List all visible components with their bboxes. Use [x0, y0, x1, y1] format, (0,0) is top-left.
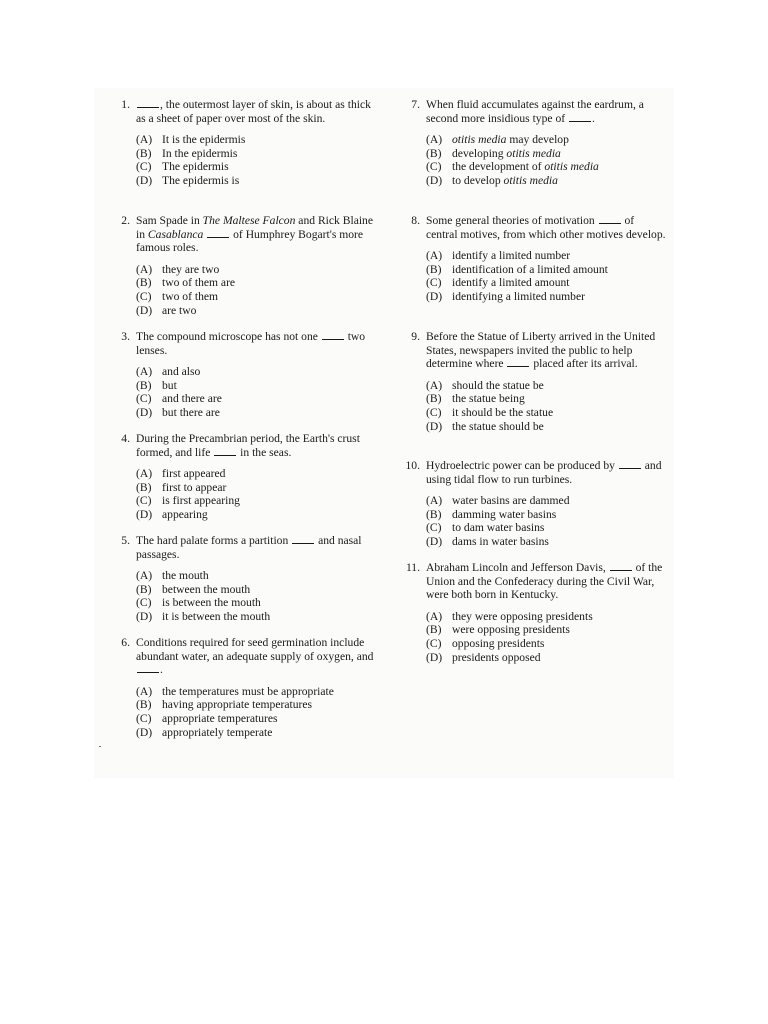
option-text-part: dams in water basins	[452, 534, 549, 548]
answer-option	[136, 304, 380, 318]
option-text-part: otitis media	[503, 173, 558, 187]
answer-options	[110, 133, 380, 187]
option-text-part: opposing presidents	[452, 636, 545, 650]
option-text	[162, 290, 218, 304]
option-text-part: but there are	[162, 405, 220, 419]
option-text-part: they were opposing presidents	[452, 609, 593, 623]
option-text	[452, 174, 558, 188]
option-letter: (C)	[136, 160, 152, 174]
question-header	[110, 98, 380, 125]
option-letter: (A)	[426, 249, 443, 263]
stem-text: The Maltese Falcon	[202, 214, 296, 227]
option-text-part: is first appearing	[162, 494, 240, 508]
question-number: 2.	[121, 214, 130, 227]
option-text	[162, 583, 250, 597]
option-text	[162, 406, 220, 420]
question-header	[110, 330, 380, 357]
answer-option	[136, 569, 380, 583]
question-11	[400, 561, 668, 664]
option-text	[452, 610, 593, 624]
option-text	[452, 637, 544, 651]
option-letter: (D)	[426, 289, 443, 303]
answer-option	[426, 651, 668, 665]
stem-text: , the outermost layer of skin, is about as thick as a sheet of paper over most of the skin.	[136, 98, 371, 125]
answer-option	[426, 174, 668, 188]
stem-text: of central motives, from which other motives develop.	[426, 214, 666, 241]
question-stem	[136, 214, 380, 255]
stem-text	[203, 228, 206, 241]
answer-blank	[507, 357, 529, 367]
option-text	[452, 160, 599, 174]
answer-option	[136, 365, 380, 379]
question-stem	[136, 432, 380, 459]
option-letter: (B)	[136, 698, 152, 712]
question-7	[400, 98, 668, 188]
scan-speck	[99, 746, 101, 747]
option-text-part: having appropriate temperatures	[162, 698, 313, 712]
option-text	[452, 521, 544, 535]
option-text	[162, 685, 334, 699]
option-text-part: the statue should be	[452, 419, 544, 433]
option-letter: (D)	[136, 173, 153, 187]
option-text-part: it is between the mouth	[162, 609, 271, 623]
option-letter: (C)	[426, 521, 442, 535]
option-text-part: the statue being	[452, 392, 525, 406]
stem-text: and Rick Blaine in	[136, 214, 374, 241]
answer-option	[426, 147, 668, 161]
answer-option	[136, 379, 380, 393]
option-text	[162, 133, 245, 147]
option-text-part: the mouth	[162, 569, 209, 583]
answer-blank	[599, 214, 621, 224]
option-letter: (C)	[426, 405, 442, 419]
option-text	[162, 365, 200, 379]
answer-option	[426, 263, 668, 277]
option-text-part: In the epidermis	[162, 146, 238, 160]
option-text	[452, 392, 525, 406]
option-text-part: are two	[162, 303, 197, 317]
option-letter: (A)	[426, 609, 443, 623]
option-text	[162, 712, 278, 726]
option-letter: (B)	[426, 392, 442, 406]
stem-text: Conditions required for seed germination include abundant water, an adequate supply of oxygen, and	[136, 636, 374, 663]
option-text-part: is between the mouth	[162, 596, 261, 610]
stem-text: The hard palate forms a partition	[136, 534, 292, 547]
option-letter: (A)	[136, 684, 153, 698]
option-text-part: developing	[452, 146, 507, 160]
option-letter: (B)	[136, 276, 152, 290]
option-text-part: two of them are	[162, 276, 236, 290]
option-text	[452, 623, 570, 637]
question-header	[400, 98, 668, 125]
option-text-part: presidents opposed	[452, 650, 541, 664]
answer-options	[110, 263, 380, 317]
answer-option	[426, 160, 668, 174]
option-text	[162, 596, 261, 610]
question-header	[110, 636, 380, 677]
answer-options	[110, 569, 380, 623]
answer-option	[136, 276, 380, 290]
option-text	[452, 651, 541, 665]
option-text	[452, 290, 585, 304]
answer-options	[400, 379, 668, 433]
answer-options	[400, 610, 668, 664]
answer-options	[110, 685, 380, 739]
question-number: 4.	[121, 432, 130, 445]
option-letter: (D)	[136, 609, 153, 623]
question-number: 11.	[405, 561, 420, 574]
stem-text: Hydroelectric power can be produced by	[426, 459, 618, 472]
answer-option	[426, 521, 668, 535]
answer-option	[426, 392, 668, 406]
answer-option	[426, 420, 668, 434]
option-text-part: should the statue be	[452, 378, 544, 392]
answer-option	[426, 637, 668, 651]
answer-option	[136, 406, 380, 420]
option-text-part: identify a limited amount	[452, 276, 570, 290]
option-text	[162, 174, 239, 188]
stem-text: .	[592, 111, 595, 125]
option-text-part: first appeared	[162, 467, 226, 481]
option-text-part: between the mouth	[162, 582, 251, 596]
answer-option	[136, 698, 380, 712]
stem-text: placed after its arrival.	[530, 357, 638, 371]
answer-option	[136, 494, 380, 508]
answer-option	[136, 712, 380, 726]
answer-option	[426, 508, 668, 522]
question-number: 3.	[121, 330, 130, 343]
answer-option	[426, 379, 668, 393]
option-text-part: identification of a limited amount	[452, 262, 608, 276]
option-text	[162, 147, 237, 161]
option-letter: (B)	[426, 623, 442, 637]
option-letter: (C)	[136, 596, 152, 610]
option-text	[452, 420, 544, 434]
question-number: 6.	[121, 636, 130, 649]
answer-option	[426, 290, 668, 304]
option-text	[162, 569, 209, 583]
stem-text: of the Union and the Confederacy during the Civil War, were both born in Kentucky.	[426, 561, 663, 602]
answer-blank	[610, 561, 632, 571]
option-text-part: and also	[162, 365, 201, 379]
question-header	[400, 214, 668, 241]
option-letter: (A)	[136, 467, 153, 481]
option-text	[162, 467, 225, 481]
answer-option	[136, 596, 380, 610]
answer-option	[136, 467, 380, 481]
question-number: 9.	[411, 330, 420, 343]
option-letter: (C)	[136, 494, 152, 508]
answer-option	[136, 726, 380, 740]
option-text	[162, 276, 235, 290]
option-letter: (A)	[426, 378, 443, 392]
answer-option	[426, 249, 668, 263]
option-letter: (A)	[136, 365, 153, 379]
option-text-part: damming water basins	[452, 507, 557, 521]
option-text	[452, 276, 570, 290]
answer-option	[136, 160, 380, 174]
answer-options	[110, 467, 380, 521]
answer-option	[426, 610, 668, 624]
option-text-part: to develop	[452, 173, 504, 187]
question-3	[110, 330, 380, 420]
option-text	[452, 494, 570, 508]
option-text-part: the development of	[452, 160, 545, 174]
option-text-part: It is the epidermis	[162, 133, 246, 147]
option-text	[452, 508, 556, 522]
option-text-part: water basins are dammed	[452, 494, 570, 508]
answer-blank	[214, 446, 236, 456]
option-text	[452, 535, 549, 549]
option-text-part: appropriate temperatures	[162, 711, 278, 725]
option-letter: (C)	[426, 636, 442, 650]
option-letter: (B)	[136, 146, 152, 160]
option-text-part: first to appear	[162, 480, 227, 494]
answer-options	[400, 494, 668, 548]
option-letter: (A)	[136, 133, 153, 147]
question-9	[400, 330, 668, 433]
option-text-part: to dam water basins	[452, 521, 545, 535]
answer-option	[136, 133, 380, 147]
stem-text: and nasal passages.	[136, 534, 362, 561]
stem-text: Abraham Lincoln and Jefferson Davis,	[426, 561, 609, 574]
stem-text: Sam Spade in	[136, 214, 203, 227]
option-text-part: it should be the statue	[452, 405, 554, 419]
option-text-part: but	[162, 378, 177, 392]
option-text-part: two of them	[162, 289, 219, 303]
option-text-part: were opposing presidents	[452, 623, 570, 637]
answer-option	[426, 406, 668, 420]
option-text	[162, 508, 208, 522]
question-10	[400, 459, 668, 549]
option-letter: (B)	[426, 146, 442, 160]
answer-option	[136, 583, 380, 597]
stem-text: of Humphrey Bogart's more famous roles.	[136, 227, 364, 255]
option-text	[162, 494, 240, 508]
option-text-part: may develop	[506, 133, 569, 147]
question-header	[400, 459, 668, 486]
option-letter: (D)	[426, 650, 443, 664]
option-text	[452, 133, 569, 147]
option-text	[162, 698, 312, 712]
answer-option	[426, 535, 668, 549]
stem-text: During the Precambrian period, the Earth's crust formed, and life	[136, 432, 360, 459]
question-stem	[136, 98, 380, 125]
stem-text: in the seas.	[237, 445, 292, 459]
question-stem	[136, 636, 380, 677]
answer-blank	[322, 330, 344, 340]
stem-text: .	[160, 663, 163, 677]
option-text-part: otitis media	[452, 133, 507, 147]
option-text	[162, 610, 270, 624]
question-number: 7.	[411, 98, 420, 111]
question-2	[110, 214, 380, 317]
answer-blank	[137, 663, 159, 673]
option-text	[162, 379, 177, 393]
option-text	[452, 263, 608, 277]
option-text	[452, 147, 561, 161]
answer-option	[136, 481, 380, 495]
option-letter: (D)	[426, 173, 443, 187]
option-text	[162, 160, 229, 174]
option-letter: (B)	[136, 582, 152, 596]
option-text-part: the temperatures must be appropriate	[162, 684, 334, 698]
question-number: 10.	[405, 459, 420, 472]
answer-option	[136, 610, 380, 624]
option-letter: (D)	[426, 534, 443, 548]
question-number: 1.	[121, 98, 130, 111]
option-text-part: identifying a limited number	[452, 289, 585, 303]
question-number: 8.	[411, 214, 420, 227]
option-text-part: otitis media	[506, 146, 561, 160]
option-letter: (B)	[426, 507, 442, 521]
answer-option	[426, 133, 668, 147]
option-text-part: appropriately temperate	[162, 725, 273, 739]
option-text	[162, 481, 226, 495]
question-stem	[426, 214, 668, 241]
question-stem	[426, 330, 668, 371]
answer-option	[136, 290, 380, 304]
stem-text: Before the Statue of Liberty arrived in the United States, newspapers invited the public to help determine where	[426, 330, 656, 371]
question-1	[110, 98, 380, 188]
option-text	[452, 249, 570, 263]
option-text-part: otitis media	[544, 160, 599, 174]
answer-option	[136, 508, 380, 522]
question-stem	[426, 459, 668, 486]
stem-text: and using tidal flow to run turbines.	[426, 459, 662, 486]
option-text-part: appearing	[162, 507, 208, 521]
option-letter: (D)	[426, 419, 443, 433]
question-number: 5.	[121, 534, 130, 547]
option-letter: (B)	[426, 262, 442, 276]
option-letter: (D)	[136, 405, 153, 419]
option-text	[452, 379, 544, 393]
stem-text: When fluid accumulates against the eardrum, a second more insidious type of	[426, 98, 644, 125]
option-letter: (D)	[136, 507, 153, 521]
option-text-part: The epidermis is	[162, 173, 240, 187]
answer-option	[426, 623, 668, 637]
answer-blank	[207, 228, 229, 238]
question-8	[400, 214, 668, 304]
answer-option	[136, 263, 380, 277]
option-letter: (C)	[426, 276, 442, 290]
answer-option	[136, 392, 380, 406]
stem-text: two lenses.	[136, 330, 366, 357]
answer-blank	[137, 98, 159, 108]
answer-blank	[619, 459, 641, 469]
answer-option	[136, 685, 380, 699]
answer-options	[400, 249, 668, 303]
option-letter: (C)	[136, 289, 152, 303]
stem-text: The compound microscope has not one	[136, 330, 321, 343]
option-letter: (B)	[136, 480, 152, 494]
question-6	[110, 636, 380, 739]
question-header	[400, 330, 668, 371]
answer-options	[110, 365, 380, 419]
question-5	[110, 534, 380, 624]
question-4	[110, 432, 380, 522]
option-text-part: they are two	[162, 262, 220, 276]
answer-option	[426, 494, 668, 508]
question-header	[110, 534, 380, 561]
answer-options	[400, 133, 668, 187]
option-letter: (A)	[426, 494, 443, 508]
option-text	[162, 726, 272, 740]
option-letter: (C)	[136, 711, 152, 725]
question-stem	[136, 330, 380, 357]
stem-text: Some general theories of motivation	[426, 214, 598, 227]
question-stem	[426, 561, 668, 602]
question-header	[110, 432, 380, 459]
option-letter: (D)	[136, 725, 153, 739]
question-header	[110, 214, 380, 255]
option-text-part: identify a limited number	[452, 249, 571, 263]
option-letter: (D)	[136, 303, 153, 317]
answer-option	[136, 174, 380, 188]
answer-option	[136, 147, 380, 161]
option-letter: (C)	[136, 392, 152, 406]
answer-blank	[292, 534, 314, 544]
option-text	[162, 304, 196, 318]
option-letter: (A)	[136, 262, 153, 276]
option-letter: (A)	[136, 569, 153, 583]
option-letter: (C)	[426, 160, 442, 174]
option-text	[452, 406, 553, 420]
option-letter: (B)	[136, 378, 152, 392]
answer-blank	[569, 112, 591, 122]
option-text-part: and there are	[162, 392, 222, 406]
stem-text: Casablanca	[147, 227, 204, 241]
question-stem	[426, 98, 668, 125]
question-stem	[136, 534, 380, 561]
answer-option	[426, 276, 668, 290]
option-text	[162, 263, 219, 277]
option-letter: (A)	[426, 133, 443, 147]
option-text-part: The epidermis	[162, 160, 229, 174]
question-header	[400, 561, 668, 602]
option-text	[162, 392, 222, 406]
